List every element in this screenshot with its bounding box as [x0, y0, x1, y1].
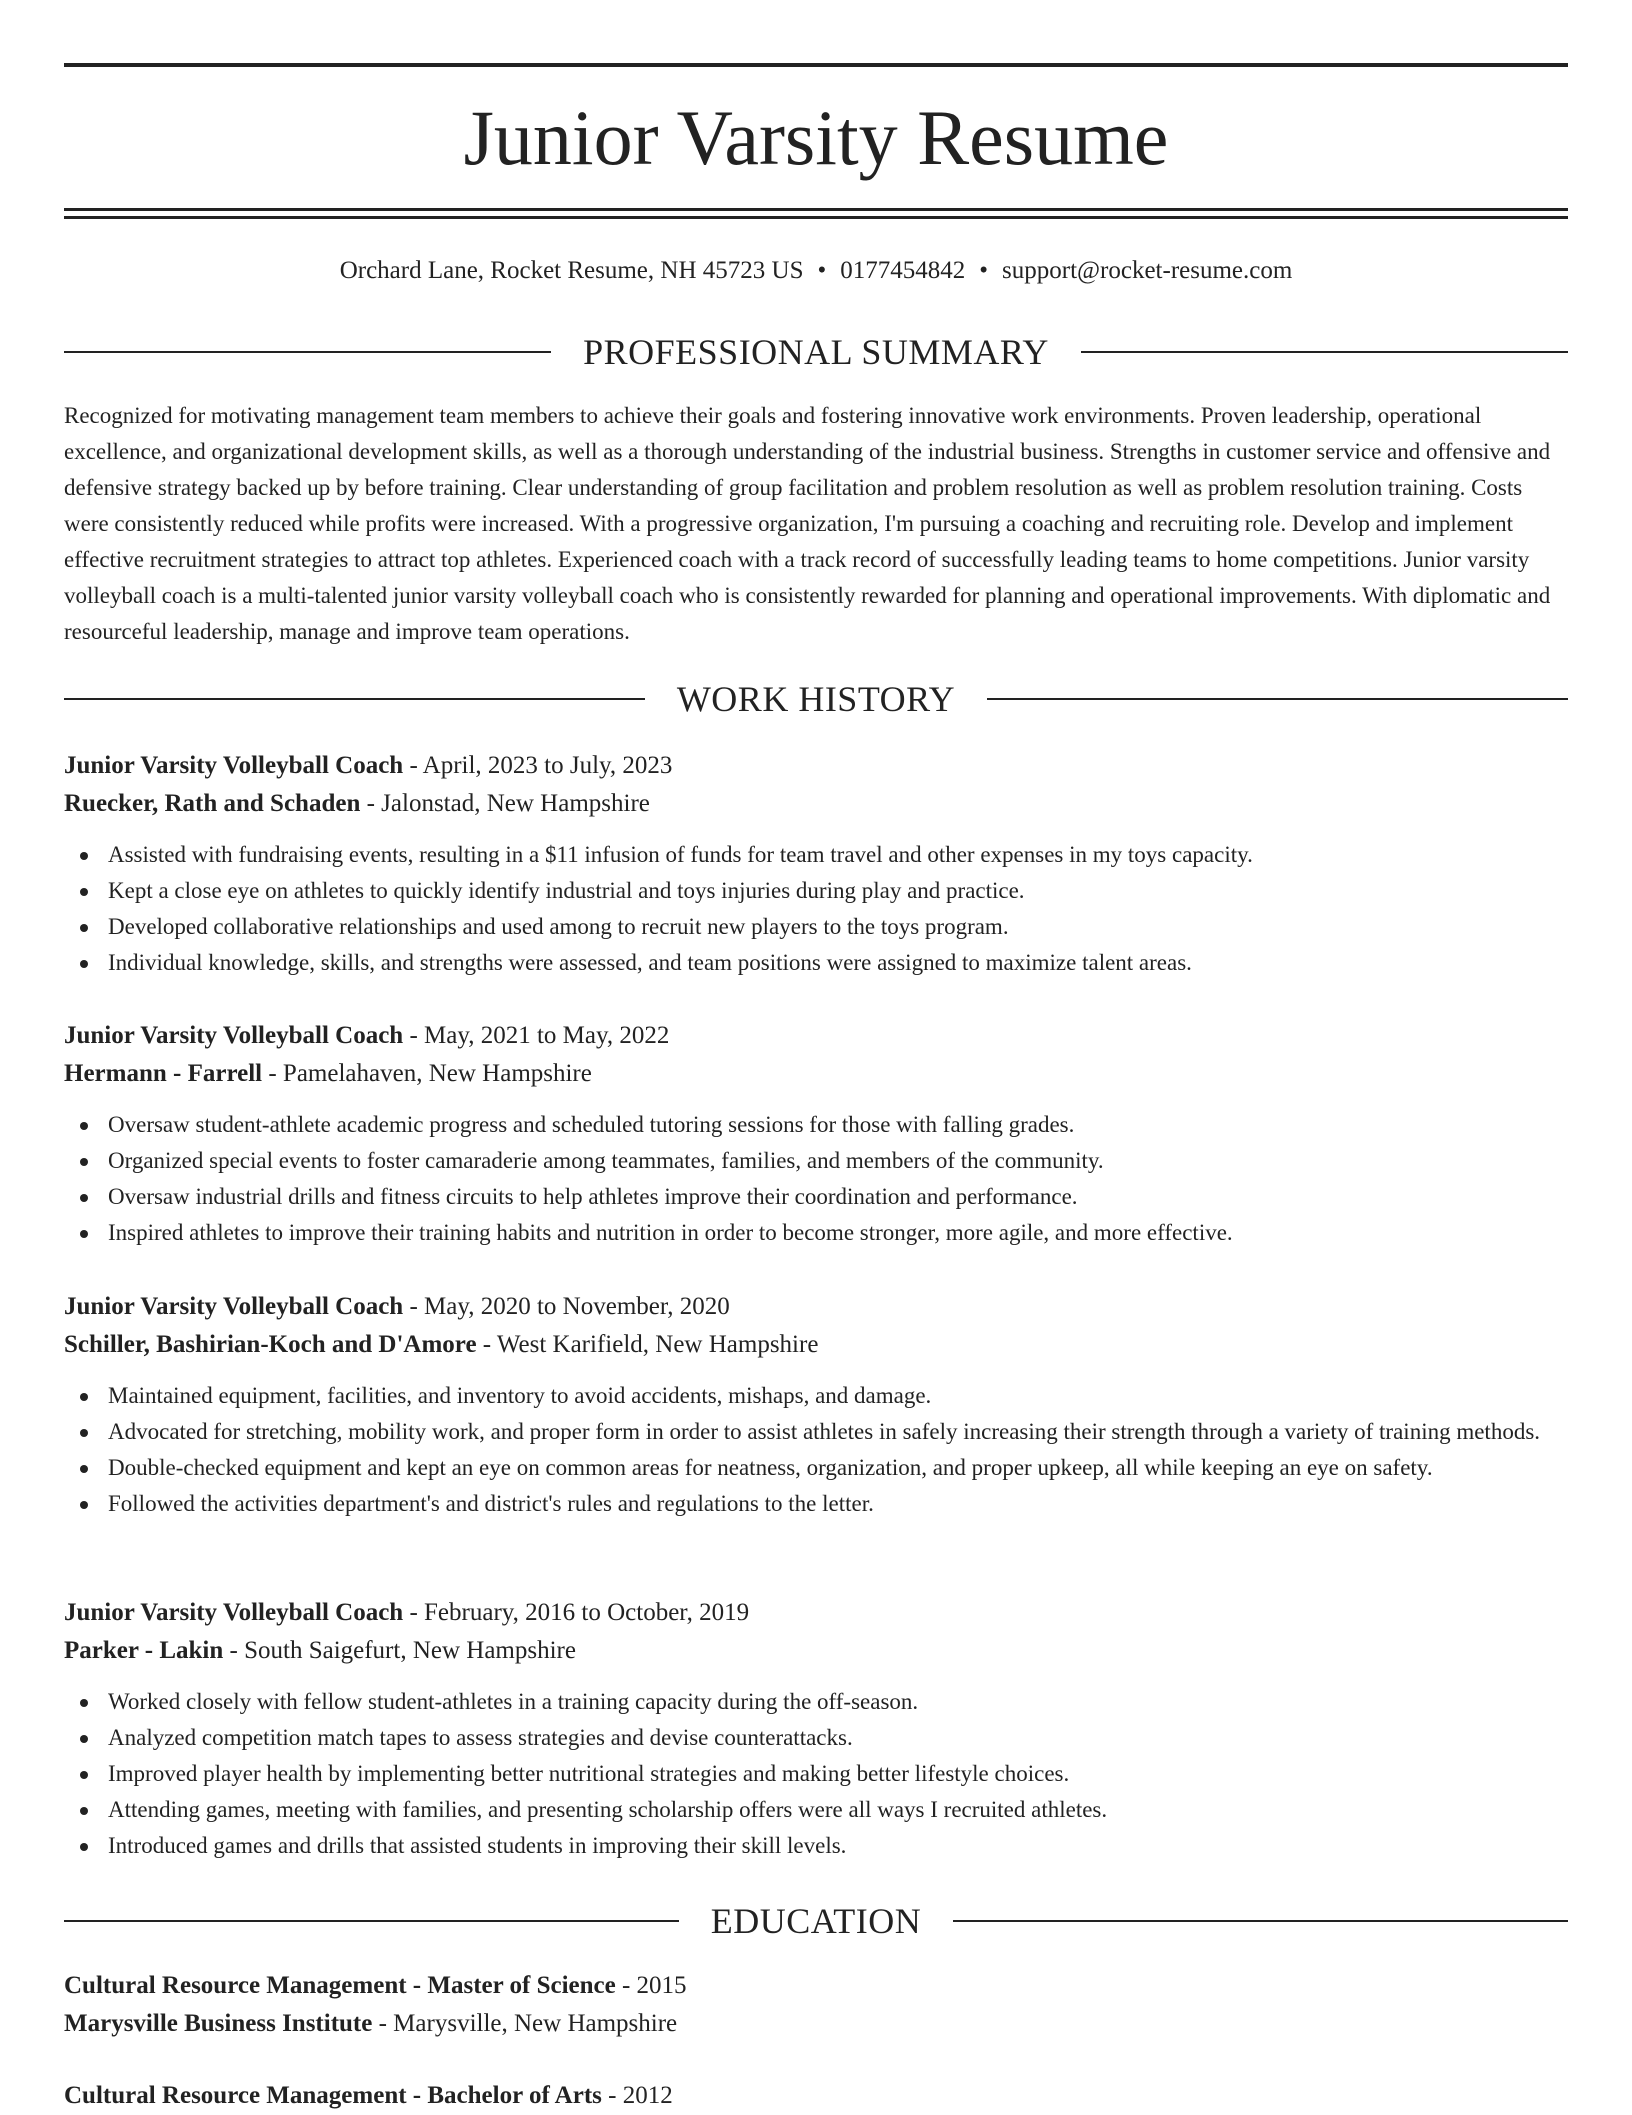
section-rule	[64, 698, 645, 700]
education-year: - 2012	[601, 2082, 673, 2109]
summary-text: Recognized for motivating management team members to achieve their goals and fostering innovative work environments. Proven leadership, operational excellence, and organizational development skills, as well as a thorough understanding of the industrial business. Strengths in customer service and offensive and defensive strategy backed up by before training. Clear understanding of group facilitation and problem resolution as well as problem resolution training. Costs were consistently reduced while profits were increased. With a progressive organization, I'm pursuing a coaching and recruiting role. Develop and implement effective recruitment strategies to attract top athletes. Experienced coach with a track record of successfully leading teams to home competitions. Junior varsity volleyball coach is a multi-talented junior varsity volleyball coach who is consistently rewarded for planning and operational improvements. With diplomatic and resourceful leadership, manage and improve team operations.	[64, 403, 1551, 644]
job-bullet: Worked closely with fellow student-athletes in a training capacity during the off-season.	[108, 1684, 1568, 1720]
contact-separator: •	[817, 257, 827, 284]
job-entry	[64, 747, 1568, 981]
header-bottom-rule-1	[64, 208, 1568, 211]
contact-email: support@rocket-resume.com	[1002, 257, 1293, 284]
section-title: WORK HISTORY	[676, 679, 956, 719]
section-title: EDUCATION	[710, 1901, 922, 1941]
job-bullets	[64, 1107, 1568, 1251]
job-location: - South Saigefurt, New Hampshire	[223, 1637, 576, 1664]
job-bullets	[64, 1684, 1568, 1864]
work-history-section-heading	[64, 677, 1568, 721]
education-school: Marysville Business Institute	[64, 2010, 373, 2037]
job-location: - Jalonstad, New Hampshire	[360, 790, 650, 817]
job-bullet: Kept a close eye on athletes to quickly identify industrial and toys injuries during play and practice.	[108, 873, 1568, 909]
job-bullet: Double-checked equipment and kept an eye on common areas for neatness, organization, and proper upkeep, all while keeping an eye on safety.	[108, 1450, 1568, 1486]
job-bullet: Improved player health by implementing better nutritional strategies and making better lifestyle choices.	[108, 1756, 1568, 1792]
job-bullets	[64, 837, 1568, 981]
job-company: Parker - Lakin	[64, 1637, 224, 1664]
job-title: Junior Varsity Volleyball Coach	[64, 752, 404, 779]
contact-line	[64, 254, 1568, 288]
job-entry	[64, 1288, 1568, 1522]
header-top-rule	[64, 63, 1568, 67]
job-bullet: Advocated for stretching, mobility work, and proper form in order to assist athletes in safely increasing their strength through a variety of training methods.	[108, 1414, 1568, 1450]
job-bullet: Maintained equipment, facilities, and inventory to avoid accidents, mishaps, and damage.	[108, 1378, 1568, 1414]
job-location: - West Karifield, New Hampshire	[476, 1331, 819, 1358]
job-bullet: Organized special events to foster camaraderie among teammates, families, and members of the community.	[108, 1143, 1568, 1179]
contact-address: Orchard Lane, Rocket Resume, NH 45723 US	[339, 257, 804, 284]
job-title: Junior Varsity Volleyball Coach	[64, 1022, 404, 1049]
job-entry	[64, 1594, 1568, 1864]
job-bullets	[64, 1378, 1568, 1522]
job-bullet: Introduced games and drills that assisted students in improving their skill levels.	[108, 1828, 1568, 1864]
job-location: - Pamelahaven, New Hampshire	[262, 1060, 592, 1087]
job-bullet: Followed the activities department's and district's rules and regulations to the letter.	[108, 1486, 1568, 1522]
education-location: - Marysville, New Hampshire	[372, 2010, 678, 2037]
job-bullet: Individual knowledge, skills, and strengths were assessed, and team positions were assigned to maximize talent areas.	[108, 945, 1568, 981]
section-rule	[1081, 351, 1568, 353]
education-section-heading	[64, 1899, 1568, 1943]
job-bullet: Inspired athletes to improve their training habits and nutrition in order to become stronger, more agile, and more effective.	[108, 1215, 1568, 1251]
section-rule	[987, 698, 1568, 700]
education-degree: Cultural Resource Management - Bachelor of Arts	[64, 2082, 602, 2109]
education-degree: Cultural Resource Management - Master of Science	[64, 1972, 616, 1999]
job-bullet: Assisted with fundraising events, resulting in a $11 infusion of funds for team travel and other expenses in my toys capacity.	[108, 837, 1568, 873]
job-dates: - February, 2016 to October, 2019	[403, 1599, 750, 1626]
education-entry	[64, 1967, 1568, 2043]
job-bullet: Oversaw industrial drills and fitness circuits to help athletes improve their coordination and performance.	[108, 1179, 1568, 1215]
education-entry	[64, 2077, 1568, 2115]
education-year: - 2015	[615, 1972, 687, 1999]
contact-separator: •	[979, 257, 989, 284]
resume-title: Junior Varsity Resume	[463, 94, 1169, 181]
job-company: Ruecker, Rath and Schaden	[64, 790, 361, 817]
job-dates: - May, 2021 to May, 2022	[403, 1022, 670, 1049]
job-company: Hermann - Farrell	[64, 1060, 263, 1087]
job-title: Junior Varsity Volleyball Coach	[64, 1293, 404, 1320]
job-dates: - April, 2023 to July, 2023	[403, 752, 673, 779]
summary-section-heading	[64, 330, 1568, 374]
job-company: Schiller, Bashirian-Koch and D'Amore	[64, 1331, 477, 1358]
section-title: PROFESSIONAL SUMMARY	[583, 332, 1049, 372]
job-bullet: Developed collaborative relationships and used among to recruit new players to the toys program.	[108, 909, 1568, 945]
job-dates: - May, 2020 to November, 2020	[403, 1293, 730, 1320]
job-title: Junior Varsity Volleyball Coach	[64, 1599, 404, 1626]
section-rule	[64, 351, 551, 353]
header-bottom-rule-2	[64, 216, 1568, 219]
job-bullet: Attending games, meeting with families, and presenting scholarship offers were all ways I recruited athletes.	[108, 1792, 1568, 1828]
job-bullet: Oversaw student-athlete academic progress and scheduled tutoring sessions for those with falling grades.	[108, 1107, 1568, 1143]
job-entry	[64, 1017, 1568, 1251]
contact-phone: 0177454842	[840, 257, 966, 284]
section-rule	[64, 1920, 679, 1922]
section-rule	[953, 1920, 1568, 1922]
job-bullet: Analyzed competition match tapes to assess strategies and devise counterattacks.	[108, 1720, 1568, 1756]
